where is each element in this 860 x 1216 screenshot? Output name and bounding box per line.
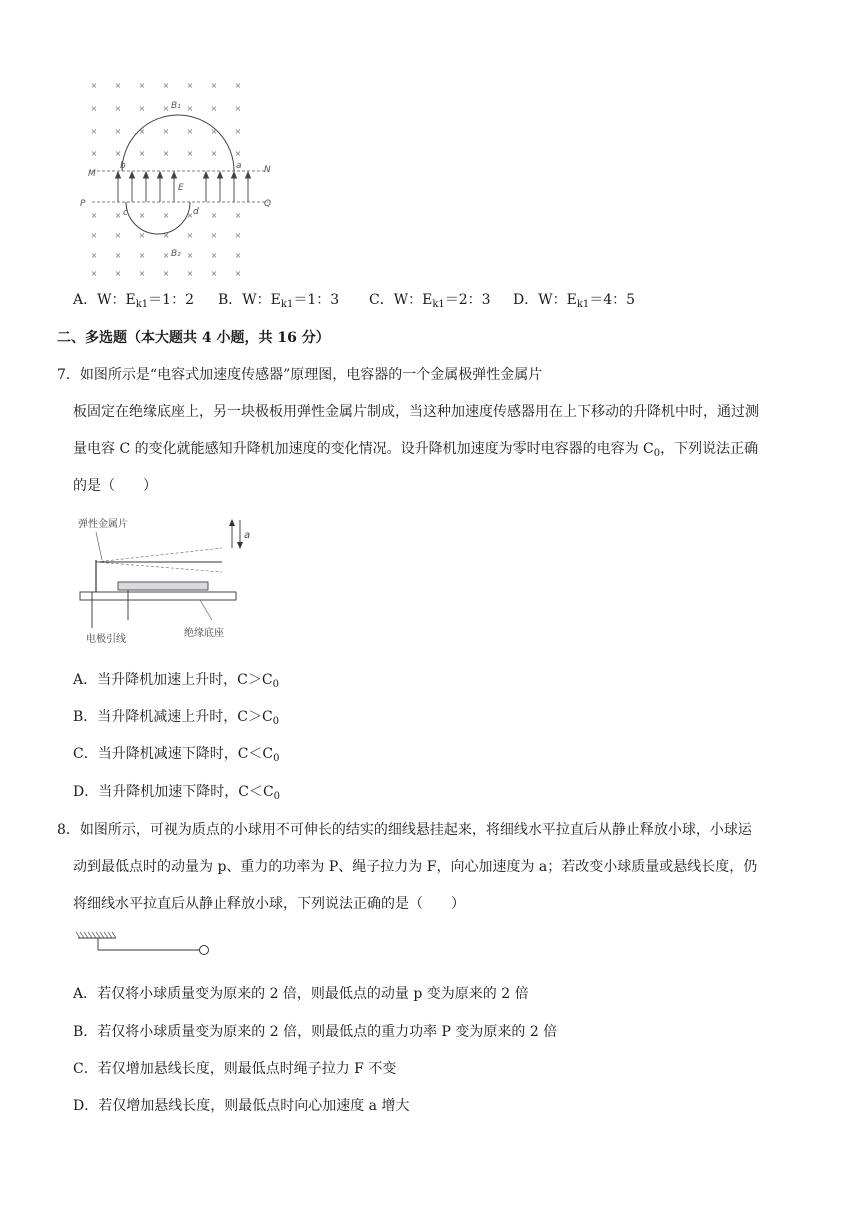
ceiling-hatch-line (112, 932, 116, 938)
q7-option-c[interactable]: C．当升降机减速下降时，$C<C_0$ (73, 746, 280, 764)
ceiling-hatch-line (108, 932, 112, 938)
field-cross-mark: × (234, 251, 242, 260)
field-arrow-head (130, 172, 135, 178)
field-cross-mark: × (90, 211, 98, 220)
label-spring-plate: 弹性金属片 (78, 519, 128, 530)
field-cross-mark: × (210, 251, 218, 260)
field-arrow-head (246, 172, 251, 178)
field-cross-mark: × (138, 149, 146, 158)
label-c: c (123, 208, 128, 218)
q7-option-b[interactable]: B．当升降机减速上升时，$C>C_0$ (73, 709, 280, 727)
field-cross-mark: × (114, 211, 122, 220)
field-arrow-head (116, 172, 121, 178)
field-cross-mark: × (186, 211, 194, 220)
field-cross-mark: × (210, 104, 218, 113)
q7-capacitor-sensor-figure (72, 510, 251, 650)
field-arrow-head (232, 172, 237, 178)
section-title: 二、多选题（本大题共 4 小题，共 16 分） (57, 330, 330, 346)
field-cross-mark: × (210, 127, 218, 136)
field-cross-mark: × (234, 104, 242, 113)
q7-stem-line-3: 量电容 C 的变化就能感知升降机加速度的变化情况。设升降机加速度为零时电容器的电容为 $C_0$，下列说法正确 (73, 441, 759, 459)
q6-option-d[interactable]: D．W：$E_{k1}=4$：5 (513, 292, 636, 310)
field-cross-mark: × (234, 81, 242, 90)
field-cross-mark: × (162, 251, 170, 260)
label-a: a (236, 161, 242, 171)
field-cross-mark: × (90, 251, 98, 260)
ceiling-hatch-line (100, 932, 104, 938)
field-cross-mark: × (234, 127, 242, 136)
field-cross-mark: × (138, 104, 146, 113)
q8-pendulum-figure (74, 930, 214, 964)
label-M: M (88, 169, 96, 179)
field-cross-mark: × (138, 231, 146, 240)
field-cross-mark: × (114, 269, 122, 278)
label-E: E (178, 183, 184, 193)
q8-option-a[interactable]: A．若仅将小球质量变为原来的 2 倍，则最低点的动量 p 变为原来的 2 倍 (73, 986, 529, 1002)
field-cross-mark: × (162, 149, 170, 158)
ceiling-hatch-line (76, 932, 80, 938)
field-cross-mark: × (114, 127, 122, 136)
field-cross-mark: × (90, 81, 98, 90)
field-cross-mark: × (162, 231, 170, 240)
field-cross-mark: × (186, 81, 194, 90)
ceiling-hatch-line (92, 932, 96, 938)
q7-option-a[interactable]: A．当升降机加速上升时，$C>C_0$ (73, 672, 279, 690)
field-cross-mark: × (114, 104, 122, 113)
field-cross-mark: × (138, 81, 146, 90)
field-cross-mark: × (234, 211, 242, 220)
field-arrow-head (172, 172, 177, 178)
ceiling-hatch-line (96, 932, 100, 938)
field-cross-mark: × (138, 251, 146, 260)
field-cross-mark: × (210, 231, 218, 240)
label-B1: B₁ (171, 101, 181, 111)
q6-option-a[interactable]: A．W：$E_{k1}=1$：2 (73, 292, 194, 310)
q7-stem-line-1: 7．如图所示是“电容式加速度传感器”原理图，电容器的一个金属极弹性金属片 (57, 367, 543, 383)
field-cross-mark: × (186, 269, 194, 278)
field-cross-mark: × (138, 211, 146, 220)
field-cross-mark: × (90, 149, 98, 158)
field-cross-mark: × (162, 104, 170, 113)
field-cross-mark: × (210, 211, 218, 220)
field-cross-mark: × (234, 231, 242, 240)
field-cross-mark: × (210, 81, 218, 90)
field-cross-mark: × (162, 211, 170, 220)
field-arrow-head (204, 172, 209, 178)
label-electrode: 电极引线 (86, 634, 126, 645)
field-cross-mark: × (90, 104, 98, 113)
label-B2: B₂ (171, 249, 181, 259)
q8-stem-line-1: 8．如图所示，可视为质点的小球用不可伸长的结实的细线悬挂起来，将细线水平拉直后从静止释放小球，小球运 (57, 822, 752, 838)
field-arrow-head (144, 172, 149, 178)
field-cross-mark: × (210, 269, 218, 278)
field-cross-mark: × (90, 127, 98, 136)
field-cross-mark: × (138, 269, 146, 278)
field-cross-mark: × (162, 81, 170, 90)
q7-stem-line-4: 的是（ ） (73, 478, 157, 494)
ceiling-hatch-line (84, 932, 88, 938)
q6-magnetic-field-figure (78, 78, 278, 280)
field-cross-mark: × (186, 127, 194, 136)
field-cross-mark: × (138, 127, 146, 136)
q8-option-c[interactable]: C．若仅增加悬线长度，则最低点时绳子拉力 F 不变 (73, 1061, 397, 1077)
field-cross-mark: × (114, 81, 122, 90)
field-cross-mark: × (114, 251, 122, 260)
field-cross-mark: × (114, 231, 122, 240)
q8-stem-line-3: 将细线水平拉直后从静止释放小球，下列说法正确的是（ ） (73, 896, 465, 912)
field-arrow-head (158, 172, 163, 178)
ceiling-hatch-line (88, 932, 92, 938)
field-arrow-head (218, 172, 223, 178)
ceiling-hatch-line (104, 932, 108, 938)
field-cross-mark: × (90, 269, 98, 278)
q7-option-d[interactable]: D．当升降机加速下降时，$C<C_0$ (73, 784, 281, 802)
label-d: d (193, 207, 199, 217)
label-N: N (264, 165, 271, 175)
q6-option-c[interactable]: C．W：$E_{k1}=2$：3 (369, 292, 491, 310)
label-P: P (80, 199, 86, 209)
field-cross-mark: × (186, 104, 194, 113)
q8-option-d[interactable]: D．若仅增加悬线长度，则最低点时向心加速度 a 增大 (73, 1098, 410, 1114)
ceiling-hatch-line (80, 932, 84, 938)
field-cross-mark: × (186, 251, 194, 260)
label-Q: Q (264, 199, 272, 209)
field-cross-mark: × (210, 149, 218, 158)
q6-option-b[interactable]: B．W：$E_{k1}=1$：3 (218, 292, 340, 310)
field-cross-mark: × (234, 269, 242, 278)
field-cross-mark: × (186, 149, 194, 158)
label-b: b (120, 161, 126, 171)
label-accel: a (244, 530, 251, 541)
field-cross-mark: × (186, 231, 194, 240)
field-cross-mark: × (90, 231, 98, 240)
label-base: 绝缘底座 (184, 628, 224, 639)
field-cross-mark: × (162, 269, 170, 278)
q8-stem-line-2: 动到最低点时的动量为 p、重力的功率为 P、绳子拉力为 F，向心加速度为 a；若改变小球质量或悬线长度，仍 (73, 859, 758, 875)
field-cross-mark: × (162, 127, 170, 136)
q7-stem-line-2: 板固定在绝缘底座上，另一块极板用弹性金属片制成，当这种加速度传感器用在上下移动的升降机中时，通过测 (73, 404, 759, 420)
q8-option-b[interactable]: B．若仅将小球质量变为原来的 2 倍，则最低点的重力功率 P 变为原来的 2 倍 (73, 1024, 558, 1040)
field-cross-mark: × (114, 149, 122, 158)
field-cross-mark: × (234, 149, 242, 158)
